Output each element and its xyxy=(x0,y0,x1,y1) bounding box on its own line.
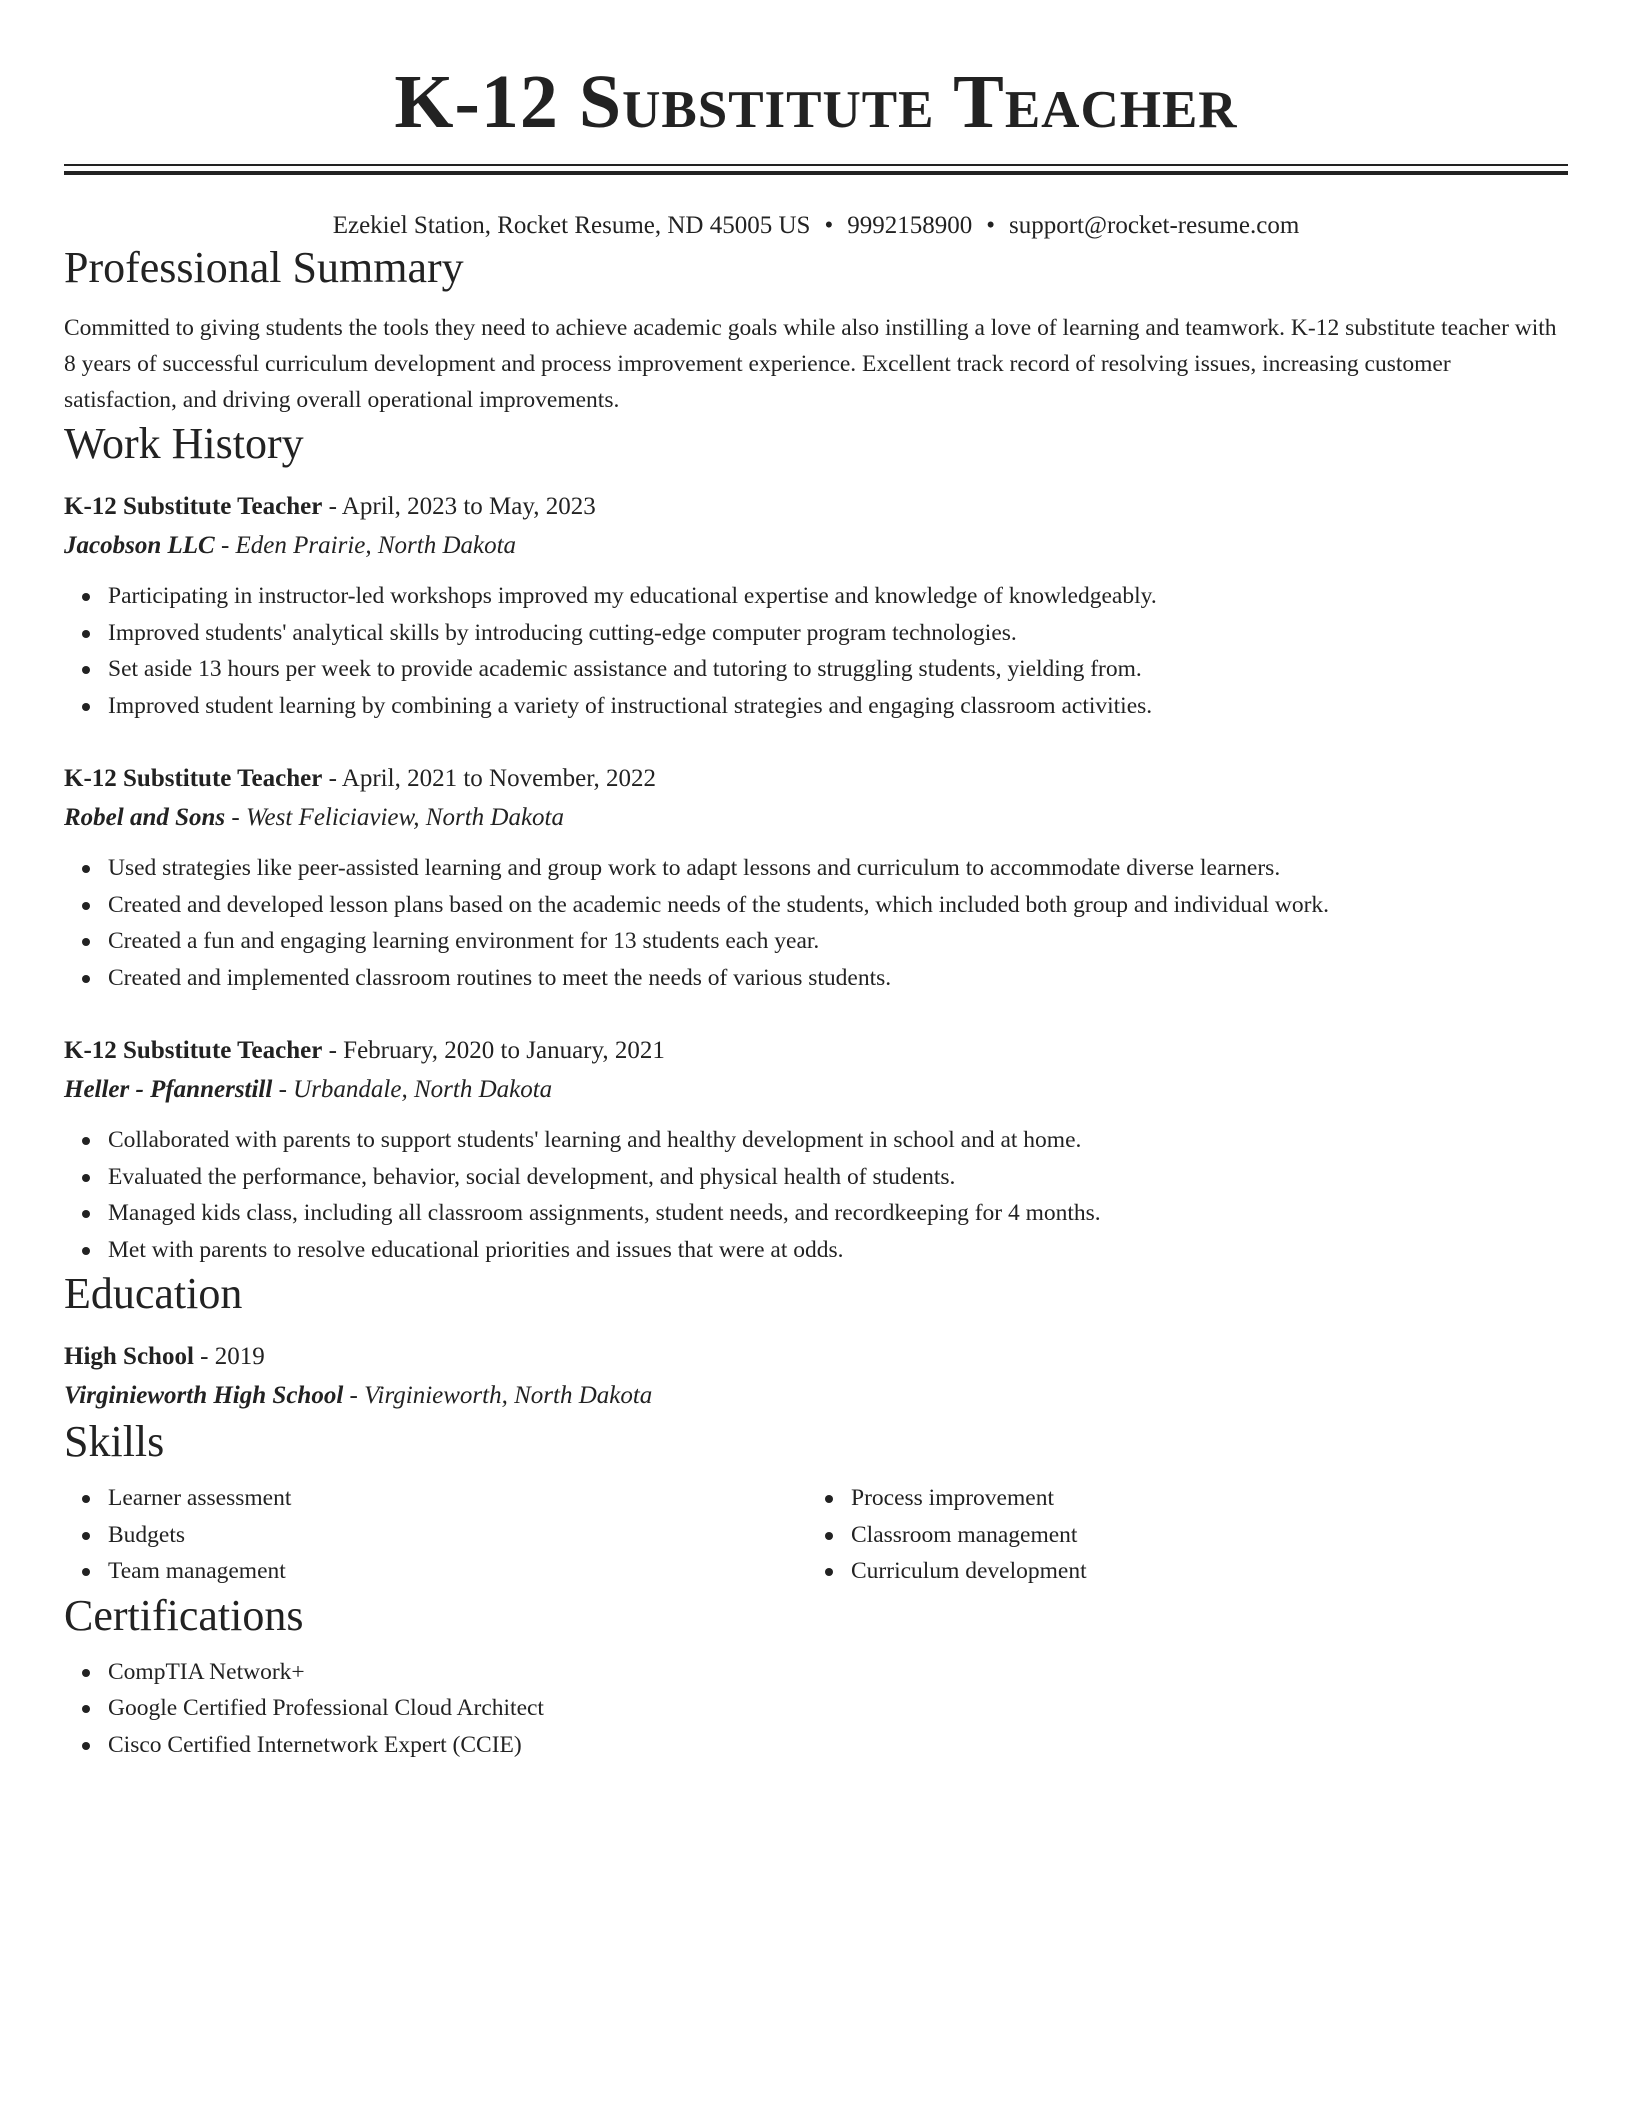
job-bullet: Met with parents to resolve educational priorities and issues that were at odds. xyxy=(108,1232,1568,1269)
job-bullet: Participating in instructor-led workshops improved my educational expertise and knowledge of knowledgeably. xyxy=(108,578,1568,615)
job-bullets xyxy=(64,850,1568,996)
job-company-line xyxy=(64,526,1568,566)
contact-email: support@rocket-resume.com xyxy=(1008,212,1300,239)
job-company-line xyxy=(64,1070,1568,1110)
job-entry xyxy=(64,1032,1568,1268)
certifications-heading: Certifications xyxy=(64,1590,304,1640)
job-role: K-12 Substitute Teacher xyxy=(64,765,323,792)
job-entry xyxy=(64,760,1568,996)
job-title-line xyxy=(64,488,1568,526)
job-bullet: Managed kids class, including all classroom assignments, student needs, and recordkeeping for 4 months. xyxy=(108,1195,1568,1232)
certification-item: CompTIA Network+ xyxy=(108,1654,1568,1691)
contact-line xyxy=(64,210,1568,242)
title-divider xyxy=(64,164,1568,176)
title-divider-thick xyxy=(64,171,1568,175)
skill-item: Budgets xyxy=(108,1517,764,1554)
job-bullets xyxy=(64,1122,1568,1268)
summary-heading: Professional Summary xyxy=(64,243,464,292)
job-location: - West Feliciaview, North Dakota xyxy=(225,804,565,831)
skills-grid xyxy=(64,1480,1568,1590)
job-bullet: Improved students' analytical skills by introducing cutting-edge computer program technologies. xyxy=(108,615,1568,652)
job-bullet: Set aside 13 hours per week to provide academic assistance and tutoring to struggling students, yielding from. xyxy=(108,651,1568,688)
job-company: Jacobson LLC xyxy=(64,532,215,559)
resume-title: K-12 Substitute Teacher xyxy=(394,60,1238,144)
job-bullet: Created and developed lesson plans based on the academic needs of the students, which included both group and individual work. xyxy=(108,887,1568,924)
skill-item: Learner assessment xyxy=(108,1480,764,1517)
education-degree: High School xyxy=(64,1343,194,1370)
job-title-line xyxy=(64,760,1568,798)
job-bullet: Used strategies like peer-assisted learning and group work to adapt lessons and curriculum to accommodate diverse learners. xyxy=(108,850,1568,887)
contact-phone: 9992158900 xyxy=(847,212,973,239)
contact-address: Ezekiel Station, Rocket Resume, ND 45005 US xyxy=(332,212,811,239)
certification-item: Cisco Certified Internetwork Expert (CCIE) xyxy=(108,1727,1568,1764)
job-location: - Urbandale, North Dakota xyxy=(272,1076,553,1103)
job-company: Robel and Sons xyxy=(64,804,226,831)
skill-item: Process improvement xyxy=(851,1480,1087,1517)
skill-item: Team management xyxy=(108,1553,764,1590)
job-location: - Eden Prairie, North Dakota xyxy=(214,532,517,559)
title-divider-thin xyxy=(64,164,1568,166)
contact-separator: • xyxy=(824,212,834,239)
education-entry xyxy=(64,1338,1568,1416)
job-company-line xyxy=(64,798,1568,838)
summary-text: Committed to giving students the tools they need to achieve academic goals while also instilling a love of learning and teamwork. K-12 substitute teacher with 8 years of successful curriculum development and process improvement experience. Excellent track record of resolving issues, increasing customer satisfaction, and driving overall operational improvements. xyxy=(64,315,1557,413)
job-role: K-12 Substitute Teacher xyxy=(64,493,323,520)
job-dates: - February, 2020 to January, 2021 xyxy=(322,1037,665,1064)
education-location: - Virginieworth, North Dakota xyxy=(343,1382,653,1409)
job-bullet: Created a fun and engaging learning environment for 13 students each year. xyxy=(108,923,1568,960)
education-heading: Education xyxy=(64,1269,243,1318)
education-degree-line xyxy=(64,1338,1568,1376)
job-entry xyxy=(64,488,1568,724)
job-bullet: Evaluated the performance, behavior, social development, and physical health of students. xyxy=(108,1159,1568,1196)
job-bullets xyxy=(64,578,1568,724)
certification-item: Google Certified Professional Cloud Architect xyxy=(108,1690,1568,1727)
job-dates: - April, 2023 to May, 2023 xyxy=(322,493,596,520)
job-company: Heller - Pfannerstill xyxy=(64,1076,273,1103)
skills-column-right xyxy=(764,1480,1087,1590)
contact-separator: • xyxy=(986,212,995,239)
job-dates: - April, 2021 to November, 2022 xyxy=(322,765,657,792)
certifications-list xyxy=(64,1654,1568,1764)
education-school: Virginieworth High School xyxy=(64,1382,344,1409)
job-title-line xyxy=(64,1032,1568,1070)
work-history-heading: Work History xyxy=(64,419,304,468)
job-role: K-12 Substitute Teacher xyxy=(64,1037,323,1064)
education-year: - 2019 xyxy=(193,1343,265,1370)
skills-heading: Skills xyxy=(64,1417,165,1466)
education-school-line xyxy=(64,1376,1568,1416)
skill-item: Classroom management xyxy=(851,1517,1087,1554)
job-bullet: Created and implemented classroom routines to meet the needs of various students. xyxy=(108,960,1568,997)
skills-column-left xyxy=(64,1480,764,1590)
skill-item: Curriculum development xyxy=(851,1553,1087,1590)
job-bullet: Collaborated with parents to support students' learning and healthy development in school and at home. xyxy=(108,1122,1568,1159)
job-bullet: Improved student learning by combining a variety of instructional strategies and engaging classroom activities. xyxy=(108,688,1568,725)
